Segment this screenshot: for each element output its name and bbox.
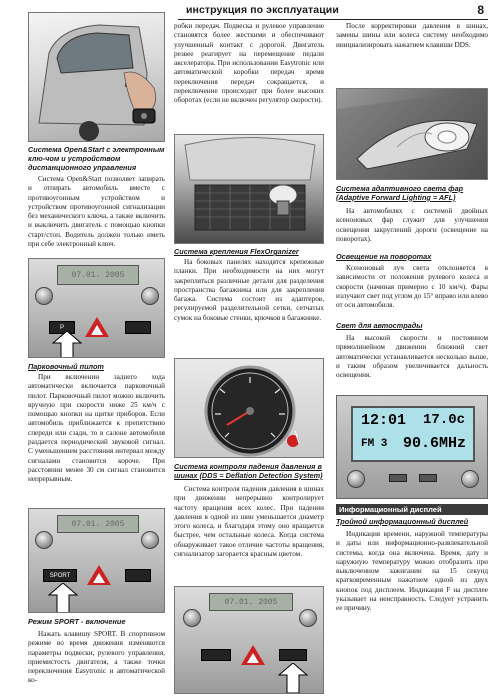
paragraph-openstart: Система Open&Start позволяет запирать и отпирать автомобиль вместе с противоугонным устройством и устройством противоугонной сигнализации без механического ключа, а также включить и выключить двигатель с помощью кнопки старт/стоп. Водитель должен только иметь при себе электронный ключ. — [28, 175, 165, 249]
caption-afl: Система адаптивного света фар (Adaptive Forward Lighting = AFL) — [336, 184, 464, 202]
caption-sport: Режим SPORT - включение — [28, 617, 126, 626]
text-turn-lighting — [336, 264, 488, 311]
headlight-photo — [336, 88, 488, 180]
dds-button — [125, 321, 151, 334]
right-knob — [299, 609, 317, 627]
dds-button — [125, 569, 151, 582]
xenon-headlight-illustration — [337, 89, 488, 180]
paragraph-col3-top: После корректировки давления в шинах, замены шины или колеса систему необходимо инициализировать нажатием клавиши DDS. — [336, 22, 488, 49]
left-knob — [347, 470, 365, 488]
caption-turn-lighting: Освещение на поворотах — [336, 252, 432, 261]
sport-button — [201, 649, 231, 661]
text-afl — [336, 207, 488, 245]
dds-dashboard-photo — [174, 586, 324, 694]
speedometer-photo — [174, 358, 324, 458]
pointer-arrow-icon — [273, 663, 313, 693]
speedometer-icon — [175, 359, 324, 458]
text-triple-display — [336, 530, 488, 615]
text-openstart — [28, 175, 165, 250]
dds-button — [279, 649, 307, 661]
hazard-inner-icon — [93, 573, 105, 583]
lcd-display-3: 07.01. 2005 — [209, 593, 293, 611]
text-sport — [28, 630, 165, 687]
text-parking — [28, 373, 165, 486]
paragraph-triple-display: Индикация времени, наружной температуры и даты или информационно-развлекательной системы, когда она включена. Время, дату и наружную температуру можно отобразить при выключенном зажигании на 15 секунд кратковременным нажатием одной из двух кнопок под дисплеем. Индикация F на дисплее указывает на неисправность. Следует устранить ее причину. — [336, 530, 488, 613]
paragraph-flexorganizer: На боковых панелях находятся крепежные планки. При необходимости на них могут закрепляться различные детали для разделения пространства багажника или для закрепления багажа. Система состоит из адаптеров, регулируемой разделительной сетки, сетчатых сумок на боковые стенки, крючков в багажнике. — [174, 258, 324, 322]
left-knob — [35, 531, 53, 549]
display-band: FM 3 — [361, 438, 388, 450]
hazard-inner-icon — [247, 653, 259, 663]
display-time: 12:01 — [361, 412, 407, 429]
right-knob — [461, 470, 479, 488]
left-knob — [183, 609, 201, 627]
triple-info-screen — [351, 406, 475, 462]
page-number: 8 — [477, 3, 484, 17]
display-button-right — [419, 474, 437, 482]
section-title-info-display: Информационный дисплей — [336, 504, 488, 515]
paragraph-parking: При включении заднего хода автоматически включается парковочный пилот. Парковочный пилот можно включить вручную при скорости ниже 25 км/ч с помощью кнопки на щитке приборов. Если автомобиль приближается к препятствию спереди или сзади, то в салоне автомобиля раздается периодический звуковой сигнал. С уменьшением расстояния интервал между сигналами становится короче. При расстоянии менее 30 см сигнал становится непрерывным. — [28, 373, 165, 484]
flexorganizer-photo — [174, 134, 324, 244]
display-button-left — [389, 474, 407, 482]
text-dds — [174, 485, 324, 560]
trunk-net-illustration — [175, 135, 324, 244]
paragraph-turn-lighting: Ксеноновый луч света отклоняется в зависимости от положения рулевого колеса и скорости (начиная примерно с 10 км/ч). Фары излучают свет под углом до 15° вправо или влево от оси автомобиля. — [336, 264, 488, 310]
car-door-illustration — [29, 13, 165, 142]
page-header — [178, 4, 488, 20]
caption-flexorganizer: Система крепления FlexOrganizer — [174, 247, 299, 256]
paragraph-col2-top: робки передач. Подвеска и рулевое управление становятся более жесткими и обеспечивают улучшенный контакт с дорогой. Двигатель резвее реагирует на перемещение педали акселератора. При использовании Easytronic или автоматической коробки передач время переключения передач сокращается, и переключение происходит при более высоких оборотах (если не включен регулятор скорости). — [174, 22, 324, 105]
pointer-arrow-icon — [47, 331, 87, 358]
hazard-inner-icon — [91, 325, 103, 335]
caption-triple-display: Тройной информационный дисплей — [336, 517, 469, 526]
paragraph-afl: На автомобилях с системой двойных ксеноновых фар служит для улучшения освещения закруглений дороги (освещение на поворотах). — [336, 207, 488, 243]
right-knob — [141, 287, 159, 305]
lcd-display-2: 07.01. 2005 — [57, 515, 139, 533]
open-start-photo — [28, 12, 165, 142]
header-title: инструкция по эксплуатации — [186, 4, 339, 16]
caption-dds: Система контроля падения давления в шинах (DDS = Deflation Detection System) — [174, 462, 323, 480]
caption-openstart: Система Open&Start с электронным клю-чом и устройством дистанционного управления — [28, 145, 165, 172]
caption-highway: Свет для автострады — [336, 321, 423, 330]
display-temperature: 17.0c — [423, 412, 466, 428]
text-highway — [336, 334, 488, 381]
lcd-display-1: 07.01. 2005 — [57, 265, 139, 285]
parking-pilot-button: P — [49, 321, 75, 334]
caption-parking: Парковочный пилот — [28, 362, 104, 371]
info-display-photo — [336, 395, 488, 499]
paragraph-sport: Нажать клавишу SPORT. В спортивном режиме во время движения изменяются параметры подвески, рулевого управления, приемистость двигателя, а также точки переключения Easytronic и автоматической ко- — [28, 630, 165, 685]
right-knob — [141, 531, 159, 549]
sport-dashboard-photo — [28, 508, 165, 613]
pointer-arrow-icon — [43, 583, 83, 613]
text-col3-top — [336, 22, 488, 51]
sport-button: SPORT — [43, 569, 77, 582]
left-knob — [35, 287, 53, 305]
parking-dashboard-photo — [28, 258, 165, 358]
text-flexorganizer — [174, 258, 324, 324]
text-col2-top — [174, 22, 324, 107]
paragraph-highway: На высокой скорости и постоянном прямолинейном движении ближний свет автоматически устанавливается несколько выше, и таким образом увеличивается дальность освещения. — [336, 334, 488, 380]
paragraph-dds: Система контроля падения давления в шинах при движении непрерывно контролирует частоту вращения всех колес. При падении давления в одной из шин уменьшается диаметр этого колеса, и благодаря этому оно вращается быстрее, чем остальные колеса. Когда система обнаруживает такое отличие частоты вращения, сигнализатор загорается красным цветом. — [174, 485, 324, 559]
display-frequency: 90.6MHz — [403, 435, 467, 452]
